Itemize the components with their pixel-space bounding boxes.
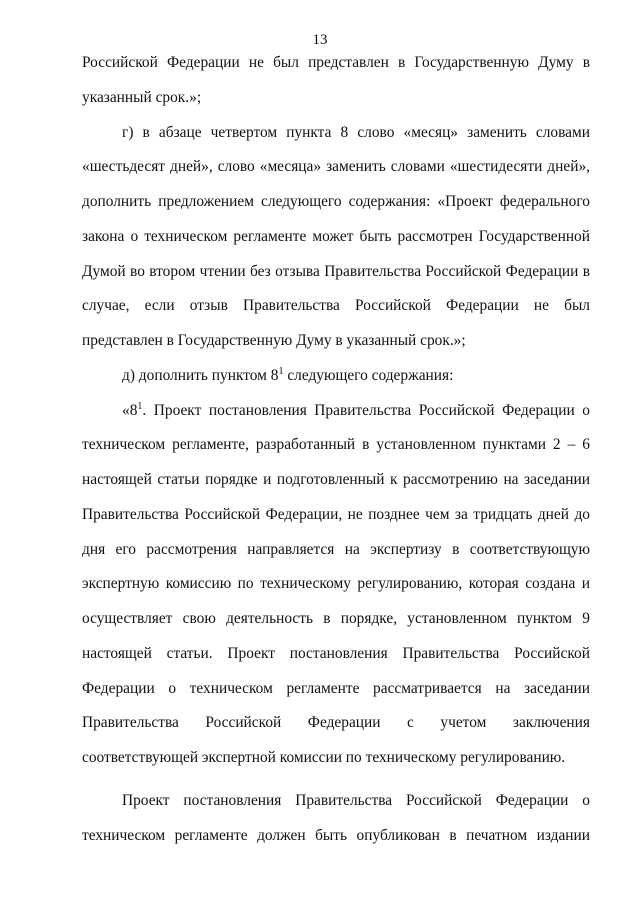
text-line — [82, 567, 590, 602]
text-line-content: указанный срок.»; — [82, 88, 202, 106]
text-line-content: д) дополнить пунктом 8 — [122, 366, 279, 384]
text-line — [82, 185, 590, 220]
text-line-content: дня его рассмотрения направляется на экспертизу в соответствующую — [82, 540, 590, 558]
text-line-content: техническом регламенте должен быть опубликован в печатном издании — [82, 826, 590, 844]
text-line — [82, 819, 590, 854]
text-line-content: техническом регламенте, разработанный в установленном пунктами 2 – 6 — [82, 436, 590, 454]
text-line — [82, 220, 590, 255]
text-line-content: экспертную комиссию по техническому регулированию, которая создана и — [82, 575, 590, 593]
text-line-content: «шестьдесят дней», слово «месяца» заменить словами «шестидесяти дней», — [82, 158, 590, 176]
text-line-content: Российской Федерации не был представлен в Государственную Думу в — [82, 54, 590, 71]
page-number: 13 — [312, 32, 328, 48]
text-line-content: осуществляет свою деятельность в порядке, установленном пунктом 9 — [82, 610, 590, 627]
text-line-content: Правительства Российской Федерации с учетом заключения — [82, 714, 590, 732]
text-line-content: дополнить предложением следующего содержания: «Проект федерального — [82, 193, 590, 210]
text-line — [82, 394, 590, 429]
text-line-content: Федерации о техническом регламенте рассматривается на заседании — [82, 679, 590, 697]
text-line-content: Думой во втором чтении без отзыва Правительства Российской Федерации в — [82, 262, 590, 280]
text-line-content: соответствующей экспертной комиссии по техническому регулированию. — [82, 749, 566, 766]
text-line-continuation: . Проект постановления Правительства Российской Федерации о — [142, 401, 590, 419]
text-line-content: Проект постановления Правительства Российской Федерации о — [122, 791, 590, 809]
text-line — [82, 602, 590, 637]
text-line — [82, 150, 590, 185]
text-line — [82, 428, 590, 463]
text-line-continuation: следующего содержания: — [283, 366, 454, 384]
text-line-content: настоящей статьи порядке и подготовленный к рассмотрению на заседании — [82, 471, 590, 488]
text-line-content: закона о техническом регламенте может быть рассмотрен Государственной — [82, 227, 590, 245]
text-line — [82, 46, 590, 81]
text-line — [82, 463, 590, 498]
text-line-content: г) в абзаце четвертом пункта 8 слово «месяц» заменить словами — [122, 123, 590, 141]
text-line-content: представлен в Государственную Думу в указанный срок.»; — [82, 332, 466, 349]
text-line — [82, 533, 590, 568]
text-line — [82, 784, 590, 819]
text-line-content: случае, если отзыв Правительства Российской Федерации не был — [82, 297, 590, 315]
text-line — [82, 81, 590, 116]
text-line — [82, 741, 590, 776]
text-line — [82, 498, 590, 533]
text-line — [82, 116, 590, 151]
text-line-content: настоящей статьи. Проект постановления Правительства Российской — [82, 644, 590, 662]
text-line — [82, 324, 590, 359]
body-text — [82, 46, 590, 853]
superscript-number: 1 — [278, 365, 284, 377]
text-line — [82, 359, 590, 394]
text-line-content: «8 — [122, 401, 138, 419]
text-line — [82, 637, 590, 672]
superscript-number: 1 — [137, 400, 143, 412]
text-line — [82, 289, 590, 324]
text-line — [82, 255, 590, 290]
text-line — [82, 672, 590, 707]
text-line — [82, 706, 590, 741]
text-line-content: Правительства Российской Федерации, не позднее чем за тридцать дней до — [82, 505, 590, 523]
